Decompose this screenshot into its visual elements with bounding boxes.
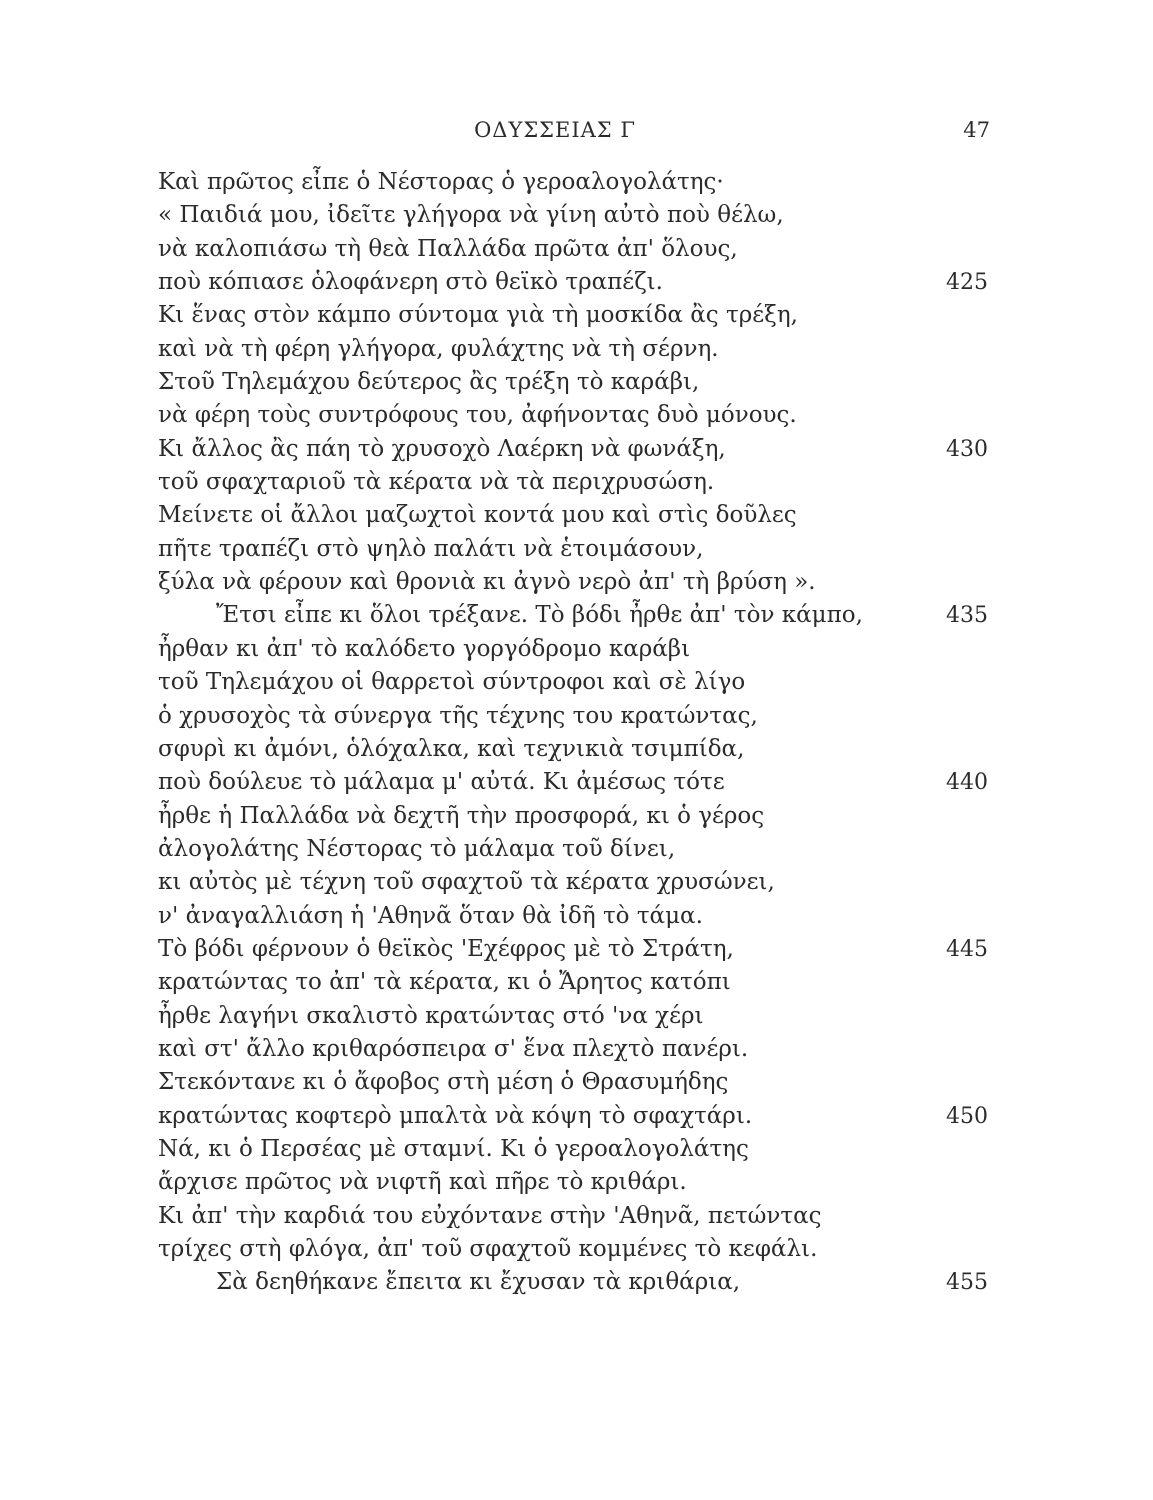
verse-text: ἦρθε ἡ Παλλάδα νὰ δεχτῆ τὴν προσφορά, κι ὁ γέρος: [158, 802, 765, 829]
verse-text: ἀλογολάτης Νέστορας τὸ μάλαμα τοῦ δίνει,: [158, 835, 676, 862]
line-number: 430: [946, 436, 988, 462]
verse-text: τρίχες στὴ φλόγα, ἀπ' τοῦ σφαχτοῦ κομμένες τὸ κεφάλι.: [158, 1236, 818, 1262]
verse-line: [158, 900, 988, 933]
verse-line: [158, 299, 988, 332]
verse-text: Νά, κι ὁ Περσέας μὲ σταμνί. Κι ὁ γεροαλογολάτης: [158, 1135, 749, 1162]
verse-line: [158, 366, 988, 399]
verse-line: [158, 1000, 988, 1033]
verse-text: τοῦ σφαχταριοῦ τὰ κέρατα νὰ τὰ περιχρυσώση.: [158, 469, 715, 496]
verse-text: « Παιδιά μου, ἰδεῖτε γλήγορα νὰ γίνη αὐτὸ ποὺ θέλω,: [158, 202, 784, 229]
verse-text: Μείνετε οἱ ἄλλοι μαζωχτοὶ κοντά μου καὶ στὶς δοῦλες: [158, 502, 797, 529]
verse-text: ἄρχισε πρῶτος νὰ νιφτῆ καὶ πῆρε τὸ κριθάρι.: [158, 1169, 687, 1196]
verse-block: [158, 166, 988, 1300]
running-title: ΟΔΥΣΣΕΙΑΣ Γ: [474, 118, 636, 142]
verse-text: νὰ καλοπιάσω τὴ θεὰ Παλλάδα πρῶτα ἀπ' ὅλους,: [158, 235, 738, 262]
verse-line: [158, 199, 988, 232]
verse-text: ν' ἀναγαλλιάση ἡ 'Αθηνᾶ ὅταν θὰ ἰδῆ τὸ τάμα.: [158, 902, 703, 929]
verse-line: [158, 166, 988, 199]
verse-text: ἦρθαν κι ἀπ' τὸ καλόδετο γοργόδρομο καράβι: [158, 635, 691, 662]
verse-text: τοῦ Τηλεμάχου οἱ θαρρετοὶ σύντροφοι καὶ σὲ λίγο: [158, 669, 746, 696]
verse-line: [158, 1033, 988, 1066]
verse-text: κρατώντας κοφτερὸ μπαλτὰ νὰ κόψη τὸ σφαχτάρι.: [158, 1102, 753, 1129]
line-number: 445: [946, 936, 988, 962]
verse-line: [158, 666, 988, 699]
verse-line: [158, 766, 988, 799]
verse-text: καὶ στ' ἄλλο κριθαρόσπειρα σ' ἕνα πλεχτὸ πανέρι.: [158, 1035, 749, 1062]
verse-text: ποὺ κόπιασε ὁλοφάνερη στὸ θεϊκὸ τραπέζι.: [158, 269, 663, 296]
verse-line: [158, 700, 988, 733]
verse-line: [158, 566, 988, 599]
verse-text: νὰ φέρη τοὺς συντρόφους του, ἀφήνοντας δυὸ μόνους.: [158, 402, 797, 429]
verse-text: Κι ἕνας στὸν κάμπο σύντομα γιὰ τὴ μοσκίδα ἂς τρέξη,: [158, 302, 798, 329]
verse-text: Στεκόντανε κι ὁ ἄφοβος στὴ μέση ὁ Θρασυμήδης: [158, 1069, 729, 1096]
verse-line: [158, 833, 988, 866]
verse-text: Καὶ πρῶτος εἶπε ὁ Νέστορας ὁ γεροαλογολάτης·: [158, 169, 724, 195]
verse-line: [158, 966, 988, 999]
line-number: 455: [946, 1270, 988, 1296]
verse-text: Στοῦ Τηλεμάχου δεύτερος ἂς τρέξη τὸ καράβι,: [158, 369, 700, 396]
verse-line: [158, 599, 988, 632]
verse-text: Σὰ δεηθήκανε ἔπειτα κι ἔχυσαν τὰ κριθάρια,: [216, 1269, 741, 1296]
verse-text: Κι ἄλλος ἂς πάη τὸ χρυσοχὸ Λαέρκη νὰ φωνάξη,: [158, 435, 726, 462]
verse-line: [158, 533, 988, 566]
line-number: 440: [946, 770, 988, 796]
verse-text: κι αὐτὸς μὲ τέχνη τοῦ σφαχτοῦ τὰ κέρατα χρυσώνει,: [158, 869, 775, 896]
verse-line: [158, 399, 988, 432]
line-number: 425: [946, 270, 988, 296]
verse-line: [158, 1166, 988, 1199]
verse-text: κρατώντας το ἀπ' τὰ κέρατα, κι ὁ Ἄρητος κατόπι: [158, 969, 731, 996]
verse-line: [158, 1233, 988, 1266]
verse-line: [158, 266, 988, 299]
running-head: [160, 118, 990, 154]
verse-text: Ἔτσι εἶπε κι ὅλοι τρέξανε. Τὸ βόδι ἦρθε ἀπ' τὸν κάμπο,: [216, 602, 863, 629]
verse-text: ὁ χρυσοχὸς τὰ σύνεργα τῆς τέχνης του κρατώντας,: [158, 702, 758, 729]
verse-line: [158, 1133, 988, 1166]
verse-line: [158, 1200, 988, 1233]
verse-line: [158, 466, 988, 499]
line-number: 450: [946, 1103, 988, 1129]
verse-line: [158, 233, 988, 266]
verse-line: [158, 1100, 988, 1133]
verse-text: Κι ἀπ' τὴν καρδιά του εὐχόντανε στὴν 'Αθηνᾶ, πετώντας: [158, 1202, 822, 1229]
verse-text: καὶ νὰ τὴ φέρη γλήγορα, φυλάχτης νὰ τὴ σέρνη.: [158, 335, 719, 362]
verse-line: [158, 933, 988, 966]
verse-line: [158, 866, 988, 899]
verse-line: [158, 333, 988, 366]
verse-line: [158, 800, 988, 833]
verse-line: [158, 1066, 988, 1099]
verse-line: [158, 433, 988, 466]
line-number: 435: [946, 603, 988, 629]
verse-line: [158, 633, 988, 666]
verse-text: πῆτε τραπέζι στὸ ψηλὸ παλάτι νὰ ἑτοιμάσουν,: [158, 535, 704, 562]
verse-line: [158, 1266, 988, 1299]
verse-text: ποὺ δούλευε τὸ μάλαμα μ' αὐτά. Κι ἀμέσως τότε: [158, 769, 725, 796]
verse-text: σφυρὶ κι ἀμόνι, ὁλόχαλκα, καὶ τεχνικιὰ τσιμπίδα,: [158, 735, 745, 762]
page-number: 47: [963, 118, 990, 142]
verse-text: ἦρθε λαγήνι σκαλιστὸ κρατώντας στό 'να χέρι: [158, 1002, 704, 1029]
verse-line: [158, 499, 988, 532]
verse-line: [158, 733, 988, 766]
verse-text: ξύλα νὰ φέρουν καὶ θρονιὰ κι ἀγνὸ νερὸ ἀπ' τὴ βρύση ».: [158, 569, 816, 596]
verse-text: Τὸ βόδι φέρνουν ὁ θεϊκὸς 'Εχέφρος μὲ τὸ Στράτη,: [158, 935, 734, 962]
